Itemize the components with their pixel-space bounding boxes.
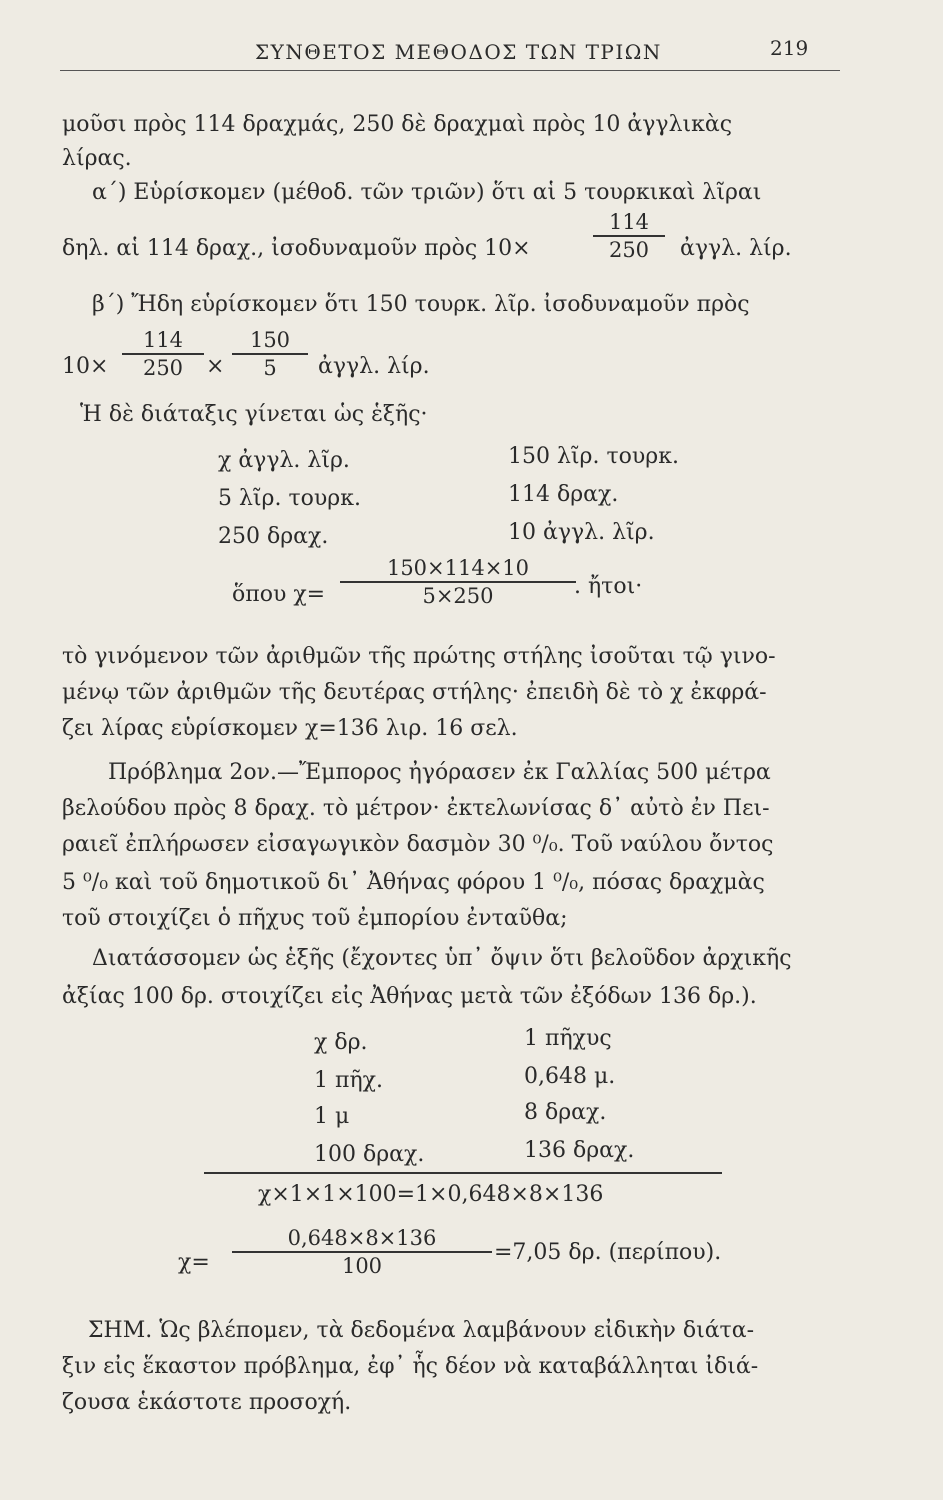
text-line: α΄) Εὑρίσκομεν (μέθοδ. τῶν τριῶν) ὅτι αἱ 5 τουρκικαὶ λῖραι — [92, 180, 762, 205]
text-line: τοῦ στοιχίζει ὁ πῆχυς τοῦ ἐμπορίου ἐνταῦθα; — [62, 906, 568, 931]
text-line: Διατάσσομεν ὡς ἑξῆς (ἔχοντες ὑπ᾽ ὄψιν ὅτι βελοῦδον ἀρχικῆς — [92, 946, 792, 971]
text-line: μένῳ τῶν ἀριθμῶν τῆς δευτέρας στήλης· ἐπειδὴ δὲ τὸ χ ἐκφρά- — [62, 680, 767, 705]
table2-right-cell: 1 πῆχυς — [524, 1026, 612, 1051]
formula-suffix: . ἤτοι· — [574, 574, 643, 599]
table2-left-cell: χ δρ. — [314, 1030, 368, 1055]
table-rule — [204, 1172, 722, 1174]
text-line: τὸ γινόμενον τῶν ἀριθμῶν τῆς πρώτης στήλης ἰσοῦται τῷ γινο- — [62, 644, 776, 669]
table2-left-cell: 1 πῆχ. — [314, 1068, 383, 1093]
text-line: λίρας. — [62, 146, 132, 171]
text-line: ἀγγλ. λίρ. — [318, 354, 430, 379]
numerator: 114 — [608, 210, 650, 234]
denominator: 250 — [142, 355, 184, 380]
fraction — [340, 556, 576, 608]
table2-left-cell: 1 μ — [314, 1104, 350, 1129]
text-line: 10× — [62, 354, 109, 379]
running-header: ΣΥΝΘΕΤΟΣ ΜΕΘΟΔΟΣ ΤΩΝ ΤΡΙΩΝ — [255, 40, 662, 64]
denominator: 250 — [608, 237, 650, 262]
page-number: 219 — [770, 36, 809, 60]
header-rule — [60, 70, 840, 71]
fraction — [593, 210, 665, 262]
text-line: δηλ. αἱ 114 δραχ., ἰσοδυναμοῦν πρὸς 10× — [62, 236, 531, 261]
formula-prefix: ὅπου χ= — [232, 582, 326, 607]
table1-left-cell: 250 δραχ. — [218, 524, 329, 549]
table2-right-cell: 8 δραχ. — [524, 1100, 607, 1125]
fraction-bar — [340, 581, 576, 583]
note-line: ΣΗΜ. Ὡς βλέπομεν, τὰ δεδομένα λαμβάνουν εἰδικὴν διάτα- — [88, 1318, 755, 1343]
text-line: ραιεῖ ἐπλήρωσεν εἰσαγωγικὸν δασμὸν 30 ⁰/₀. Τοῦ ναύλου ὄντος — [62, 832, 774, 857]
fraction-bar — [232, 1251, 492, 1253]
fraction-bar — [122, 353, 204, 355]
formula-prefix: χ= — [178, 1250, 210, 1275]
note-line: ξιν εἰς ἕκαστον πρόβλημα, ἐφ᾽ ἧς δέον νὰ καταβάλληται ἰδιά- — [62, 1354, 759, 1379]
fraction — [232, 1226, 492, 1278]
text-line: 5 ⁰/₀ καὶ τοῦ δημοτικοῦ δι᾽ Ἀθήνας φόρου 1 ⁰/₀, πόσας δραχμὰς — [62, 870, 765, 895]
table1-left-cell: 5 λῖρ. τουρκ. — [218, 486, 361, 511]
numerator: 150 — [249, 328, 291, 352]
text-line: μοῦσι πρὸς 114 δραχμάς, 250 δὲ δραχμαὶ πρὸς 10 ἀγγλικὰς — [62, 112, 733, 137]
formula-suffix: =7,05 δρ. (περίπου). — [494, 1240, 722, 1265]
table2-right-cell: 0,648 μ. — [524, 1064, 616, 1089]
fraction-bar — [232, 353, 308, 355]
table1-right-cell: 114 δραχ. — [508, 482, 619, 507]
text-line: ἀγγλ. λίρ. — [680, 236, 792, 261]
equation: χ×1×1×100=1×0,648×8×136 — [258, 1182, 604, 1207]
text-line: ζει λίρας εὑρίσκομεν χ=136 λιρ. 16 σελ. — [62, 716, 518, 741]
fraction — [232, 328, 308, 380]
text-line: β΄) Ἤδη εὑρίσκομεν ὅτι 150 τουρκ. λῖρ. ἰσοδυναμοῦν πρὸς — [92, 292, 750, 317]
table2-left-cell: 100 δραχ. — [314, 1142, 425, 1167]
fraction — [122, 328, 204, 380]
text-line: × — [206, 354, 225, 379]
text-line: Πρόβλημα 2ον.—Ἔμπορος ἠγόρασεν ἐκ Γαλλίας 500 μέτρα — [108, 760, 771, 785]
denominator: 5×250 — [422, 583, 494, 608]
table1-right-cell: 150 λῖρ. τουρκ. — [508, 444, 679, 469]
table1-right-cell: 10 ἀγγλ. λῖρ. — [508, 520, 655, 545]
text-line: ἀξίας 100 δρ. στοιχίζει εἰς Ἀθήνας μετὰ τῶν ἐξόδων 136 δρ.). — [62, 984, 757, 1009]
table2-right-cell: 136 δραχ. — [524, 1138, 635, 1163]
table1-left-cell: χ ἀγγλ. λῖρ. — [218, 448, 350, 473]
text-line: Ἡ δὲ διάταξις γίνεται ὡς ἑξῆς· — [80, 402, 428, 427]
text-line: βελούδου πρὸς 8 δραχ. τὸ μέτρον· ἐκτελωνίσας δ᾽ αὐτὸ ἐν Πει- — [62, 796, 770, 821]
note-line: ζουσα ἑκάστοτε προσοχή. — [62, 1390, 352, 1415]
numerator: 114 — [142, 328, 184, 352]
denominator: 5 — [263, 355, 277, 380]
numerator: 0,648×8×136 — [287, 1226, 437, 1250]
fraction-bar — [593, 235, 665, 237]
numerator: 150×114×10 — [386, 556, 530, 580]
denominator: 100 — [341, 1253, 383, 1278]
